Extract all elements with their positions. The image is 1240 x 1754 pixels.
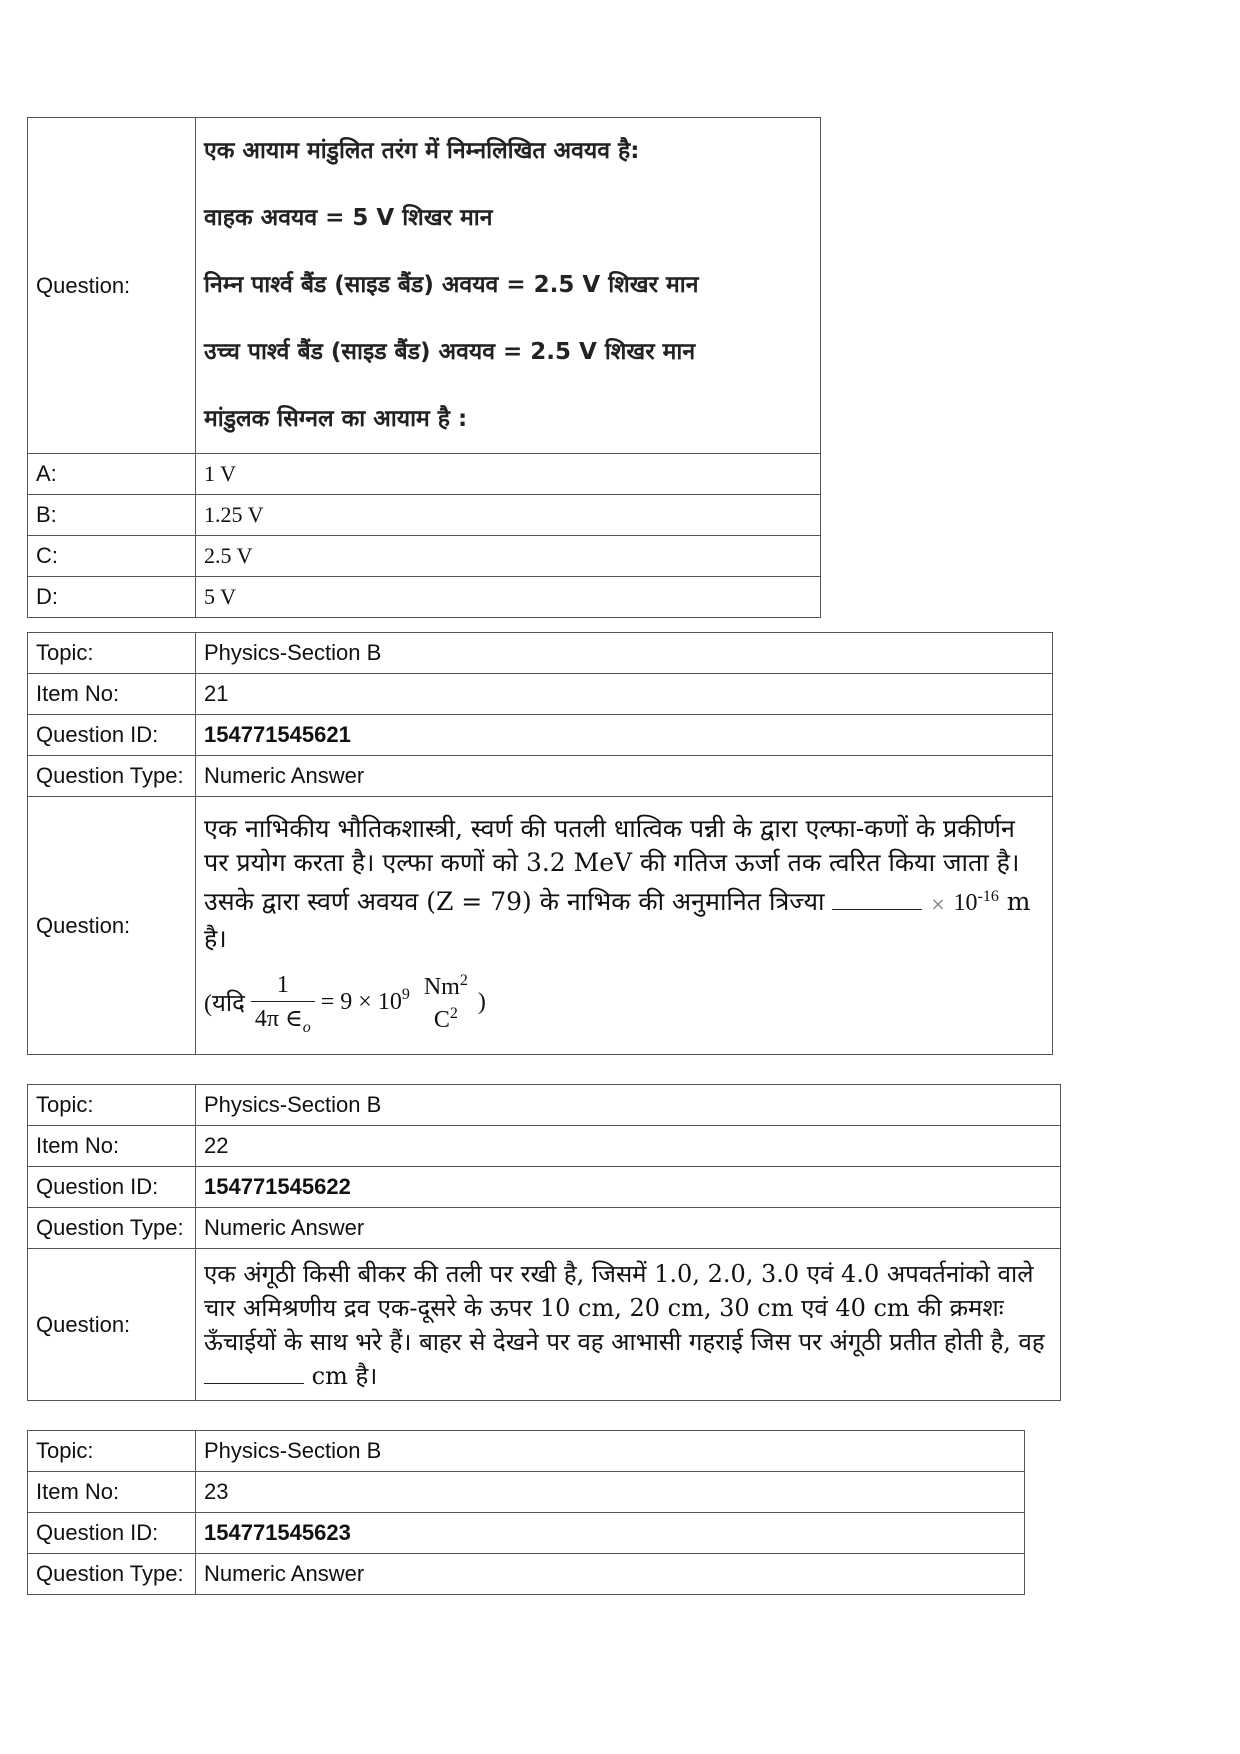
fraction-1-numerator: 1	[276, 972, 289, 998]
question-22-table	[27, 1084, 1061, 1401]
topic-label: Topic:	[28, 1085, 196, 1126]
topic-value: Physics-Section B	[196, 1431, 1025, 1472]
question-23-table	[27, 1430, 1025, 1595]
option-a-label: A:	[28, 454, 196, 495]
question-paragraph	[204, 1257, 1052, 1393]
option-d-label: D:	[28, 577, 196, 618]
question-line-4: उच्च पार्श्व बैंड (साइड बैंड) अवयव = 2.5 V शिखर मान	[204, 339, 696, 365]
topic-value: Physics-Section B	[196, 633, 1053, 674]
question-type-value: Numeric Answer	[196, 1554, 1025, 1595]
question-type-value: Numeric Answer	[196, 1208, 1061, 1249]
epsilon-subscript: o	[302, 1019, 311, 1036]
equals-exponent: 9	[401, 985, 410, 1003]
question-end-text: cm है।	[311, 1361, 378, 1390]
question-main-text: एक अंगूठी किसी बीकर की तली पर रखी है, जिसमें 1.0, 2.0, 3.0 एवं 4.0 अपवर्तनांको वाले चार अमिश्रणीय द्रव एक-दूसरे के ऊपर 10 cm, 20 cm, 30 cm एवं 40 cm की क्रमशः ऊँचाईयों के साथ भरे हैं। बाहर से देखने पर वह आभासी गहराई जिस पर अंगूठी प्रतीत होती है, वह	[204, 1259, 1045, 1356]
question-line-2: वाहक अवयव = 5 V शिखर मान	[204, 205, 493, 231]
question-id-value: 154771545623	[196, 1513, 1025, 1554]
topic-label: Topic:	[28, 633, 196, 674]
question-line-5: मांडुलक सिग्नल का आयाम है :	[204, 406, 468, 432]
question-text	[196, 797, 1053, 1055]
equals-expression: = 9 × 10	[320, 989, 402, 1015]
fraction-2-denominator-exp: 2	[449, 1004, 458, 1022]
question-label: Question:	[28, 1249, 196, 1401]
fraction-2	[420, 972, 472, 1034]
question-main-text: एक नाभिकीय भौतिकशास्त्री, स्वर्ण की पतली धात्विक पन्नी के द्वारा एल्फा-कणों के प्रकीर्णन पर प्रयोग करता है। एल्फा कणों को 3.2 MeV की गतिज ऊर्जा तक त्वरित किया जाता है। उसके द्वारा स्वर्ण अवयव (Z = 79) के नाभिक की अनुमानित त्रिज्या	[204, 813, 1020, 916]
ten-base: 10	[953, 889, 978, 916]
topic-label: Topic:	[28, 1431, 196, 1472]
question-id-value: 154771545622	[196, 1167, 1061, 1208]
option-d-value: 5 V	[196, 577, 821, 618]
item-no-label: Item No:	[28, 1126, 196, 1167]
question-type-label: Question Type:	[28, 1208, 196, 1249]
item-no-value: 22	[196, 1126, 1061, 1167]
given-formula	[204, 972, 1044, 1034]
answer-blank	[204, 1383, 304, 1384]
question-line-1: एक आयाम मांडुलित तरंग में निम्नलिखित अवयव है:	[204, 138, 640, 164]
question-type-value: Numeric Answer	[196, 756, 1053, 797]
option-b-label: B:	[28, 495, 196, 536]
question-id-label: Question ID:	[28, 1167, 196, 1208]
item-no-label: Item No:	[28, 1472, 196, 1513]
formula-close: )	[477, 989, 486, 1015]
question-21-table	[27, 632, 1053, 1055]
question-type-label: Question Type:	[28, 1554, 196, 1595]
fraction-2-numerator: Nm	[423, 973, 460, 1000]
question-type-label: Question Type:	[28, 756, 196, 797]
topic-value: Physics-Section B	[196, 1085, 1061, 1126]
fraction-1	[251, 972, 315, 1036]
question-paragraph	[204, 812, 1044, 956]
question-label: Question:	[28, 118, 196, 454]
question-label: Question:	[28, 797, 196, 1055]
option-b-value: 1.25 V	[196, 495, 821, 536]
question-id-value: 154771545621	[196, 715, 1053, 756]
option-c-value: 2.5 V	[196, 536, 821, 577]
exponent: -16	[977, 887, 999, 905]
fraction-2-denominator: C	[433, 1006, 450, 1033]
question-id-label: Question ID:	[28, 1513, 196, 1554]
question-line-3: निम्न पार्श्व बैंड (साइड बैंड) अवयव = 2.5 V शिखर मान	[204, 272, 699, 298]
fraction-2-numerator-exp: 2	[459, 971, 468, 989]
question-id-label: Question ID:	[28, 715, 196, 756]
fraction-1-denominator: 4π ∈	[254, 1006, 303, 1032]
question-end-text: m है।	[204, 886, 1031, 953]
answer-blank	[832, 909, 922, 910]
times-sign: ×	[930, 893, 946, 915]
option-c-label: C:	[28, 536, 196, 577]
formula-open: (यदि	[204, 991, 245, 1017]
question-20-table	[27, 117, 821, 618]
question-text	[196, 118, 821, 454]
question-text	[196, 1249, 1061, 1401]
option-a-value: 1 V	[196, 454, 821, 495]
item-no-value: 23	[196, 1472, 1025, 1513]
item-no-label: Item No:	[28, 674, 196, 715]
item-no-value: 21	[196, 674, 1053, 715]
